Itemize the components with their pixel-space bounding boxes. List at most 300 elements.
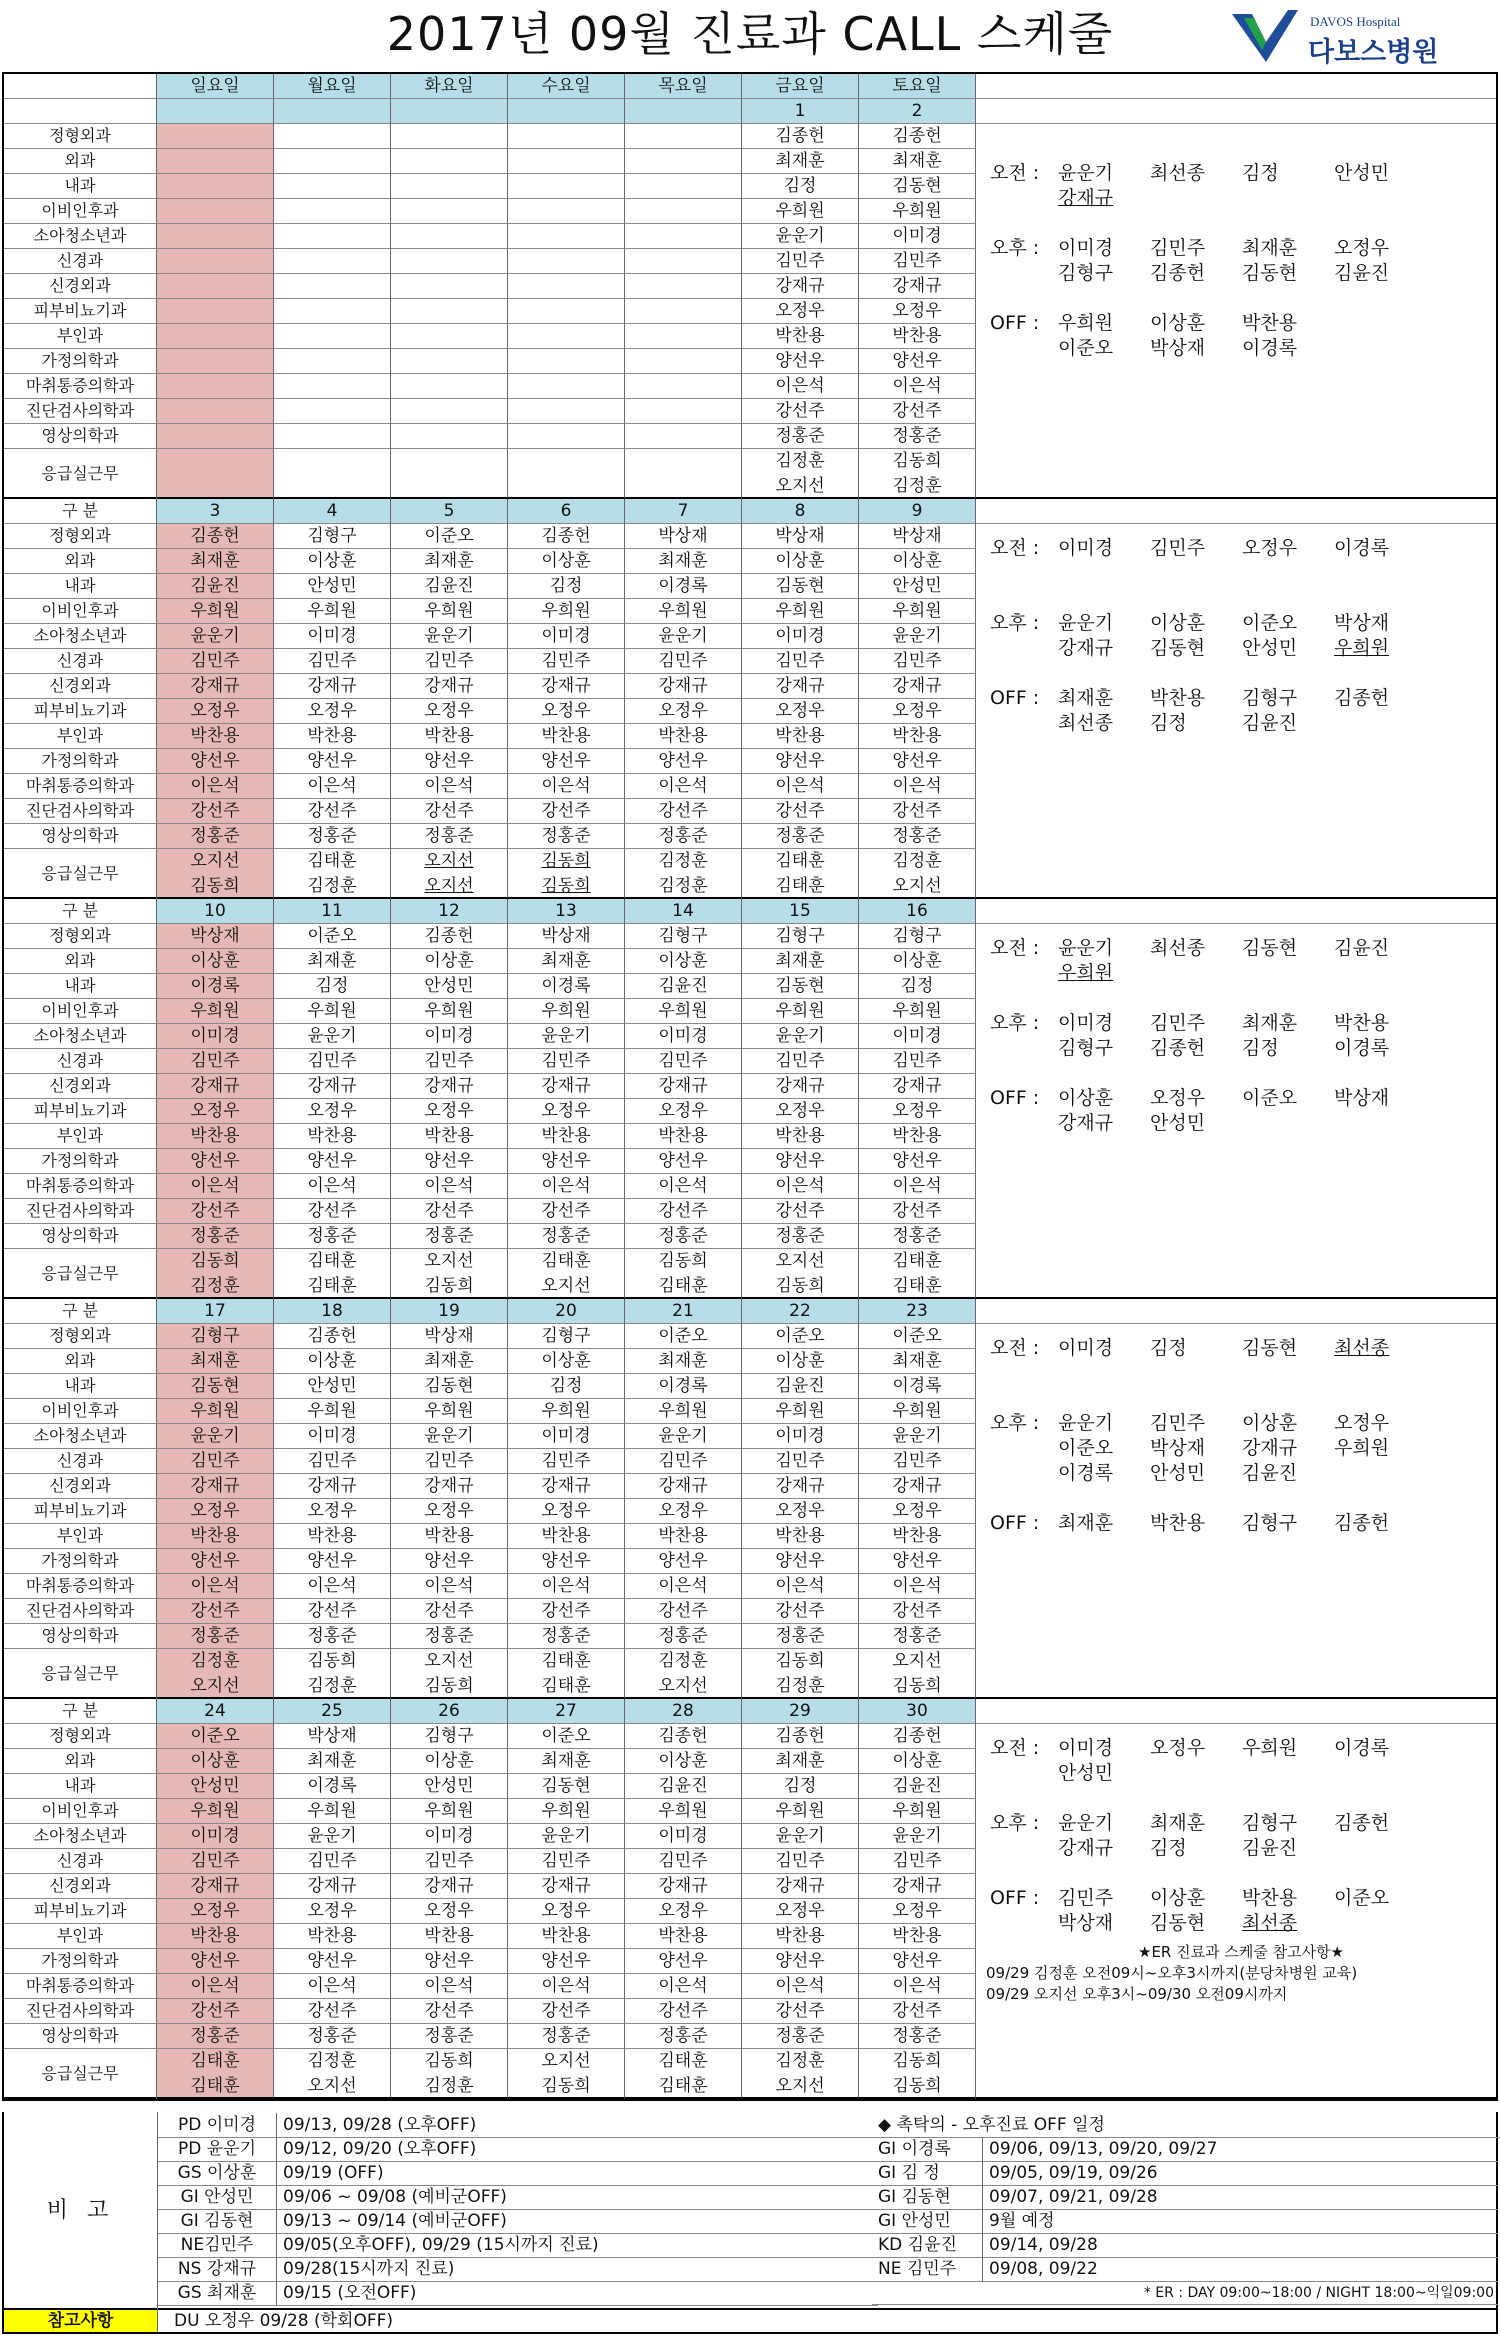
- department-label: 마취통증의학과: [4, 1574, 157, 1599]
- department-label: 이비인후과: [4, 999, 157, 1024]
- schedule-cell: 양선우: [742, 1549, 859, 1574]
- schedule-cell: 윤운기: [157, 1424, 274, 1449]
- remark-row: [158, 2257, 878, 2282]
- schedule-cell: [625, 349, 742, 374]
- schedule-cell: 오정우: [508, 699, 625, 724]
- remark-name: GI 김동현: [872, 2185, 983, 2209]
- department-row: [4, 1149, 1496, 1174]
- department-label: 신경과: [4, 1049, 157, 1074]
- notes-cell: [976, 799, 1496, 824]
- er-cell: 김태훈: [274, 849, 391, 899]
- schedule-cell: 강선주: [391, 799, 508, 824]
- er-cell: 김정훈: [157, 1274, 274, 1299]
- staff-name: 우희원: [1334, 1437, 1390, 1459]
- date-cell: 12: [391, 899, 508, 924]
- er-row: [4, 1649, 1496, 1683]
- staff-panel: [982, 536, 1500, 736]
- schedule-cell: 강선주: [625, 1999, 742, 2024]
- off-shift-label: [982, 711, 1058, 736]
- date-cell: 6: [508, 499, 625, 524]
- department-label: 영상의학과: [4, 824, 157, 849]
- schedule-cell: 우희원: [391, 599, 508, 624]
- schedule-cell: [391, 274, 508, 299]
- schedule-cell: 오정우: [391, 1099, 508, 1124]
- schedule-cell: 이은석: [391, 1174, 508, 1199]
- schedule-cell: 오정우: [391, 699, 508, 724]
- schedule-cell: 오정우: [625, 1099, 742, 1124]
- date-cell: 13: [508, 899, 625, 924]
- schedule-cell: 박찬용: [274, 1924, 391, 1949]
- schedule-cell: 강선주: [742, 399, 859, 424]
- schedule-cell: 박상재: [742, 524, 859, 549]
- schedule-cell: [274, 399, 391, 424]
- reference-section: [2, 2310, 1498, 2334]
- pm-shift-row: [982, 1036, 1500, 1061]
- department-label: 진단검사의학과: [4, 799, 157, 824]
- er-cell: 김태훈: [274, 1249, 391, 1299]
- staff-name: 박상재: [1334, 612, 1390, 634]
- schedule-cell: 이은석: [625, 1974, 742, 1999]
- date-cell: 23: [859, 1299, 976, 1324]
- schedule-cell: 강선주: [508, 1999, 625, 2024]
- date-cell: 15: [742, 899, 859, 924]
- staff-name: 우희원: [1334, 637, 1390, 659]
- department-label: 이비인후과: [4, 599, 157, 624]
- staff-name: 김정: [1150, 712, 1187, 734]
- schedule-cell: [157, 224, 274, 249]
- schedule-cell: 김종헌: [508, 524, 625, 549]
- schedule-cell: 이상훈: [391, 1749, 508, 1774]
- pm-shift-label: 오후 :: [990, 1412, 1040, 1434]
- pm-shift-row: [982, 1011, 1500, 1036]
- er-cell: 김태훈: [625, 1274, 742, 1299]
- schedule-cell: 박찬용: [508, 1524, 625, 1549]
- schedule-cell: 우희원: [157, 1399, 274, 1424]
- er-notes-title: ★ER 진료과 스케줄 참고사항★: [1138, 1943, 1344, 1961]
- schedule-cell: 우희원: [859, 599, 976, 624]
- schedule-cell: 윤운기: [391, 624, 508, 649]
- staff-name: 김종헌: [1334, 1512, 1390, 1534]
- staff-name: 김정: [1150, 1837, 1187, 1859]
- schedule-cell: 오정우: [625, 699, 742, 724]
- er-cell: [391, 474, 508, 499]
- er-cell: 김태훈: [625, 2049, 742, 2099]
- staff-name: 최재훈: [1242, 237, 1298, 259]
- staff-name: 오정우: [1242, 537, 1298, 559]
- department-row: [4, 774, 1496, 799]
- date-row: [4, 99, 1496, 124]
- notes-cell: [976, 399, 1496, 424]
- gubun-label: 구 분: [4, 1699, 157, 1724]
- department-row: [4, 424, 1496, 449]
- notes-cell: [976, 1624, 1496, 1649]
- schedule-cell: 우희원: [508, 999, 625, 1024]
- staff-name: 강재규: [1058, 187, 1114, 209]
- schedule-cell: 강선주: [157, 1199, 274, 1224]
- schedule-cell: 우희원: [625, 1399, 742, 1424]
- schedule-cell: 최재훈: [625, 1349, 742, 1374]
- remarks-section: [2, 2112, 1498, 2310]
- schedule-cell: 이준오: [274, 924, 391, 949]
- schedule-cell: [508, 424, 625, 449]
- schedule-cell: 강선주: [274, 799, 391, 824]
- schedule-cell: 박찬용: [391, 1924, 508, 1949]
- er-cell: [508, 474, 625, 499]
- date-row: [4, 1699, 1496, 1724]
- schedule-cell: 오정우: [742, 699, 859, 724]
- schedule-cell: 강재규: [508, 674, 625, 699]
- schedule-cell: 오정우: [274, 1899, 391, 1924]
- schedule-cell: 강재규: [859, 1874, 976, 1899]
- schedule-cell: 오정우: [157, 1099, 274, 1124]
- schedule-cell: 강선주: [859, 1199, 976, 1224]
- staff-name: 강재규: [1058, 1837, 1114, 1859]
- staff-name: 김형구: [1058, 1037, 1114, 1059]
- schedule-cell: 김민주: [508, 1849, 625, 1874]
- schedule-cell: 김윤진: [625, 1774, 742, 1799]
- department-label: 피부비뇨기과: [4, 699, 157, 724]
- department-label: 신경외과: [4, 674, 157, 699]
- schedule-cell: 이은석: [625, 1574, 742, 1599]
- week-block: [4, 899, 1496, 1299]
- department-label: 영상의학과: [4, 424, 157, 449]
- schedule-cell: [274, 124, 391, 149]
- schedule-cell: 강선주: [391, 1999, 508, 2024]
- schedule-cell: 정홍준: [859, 2024, 976, 2049]
- schedule-cell: 김종헌: [157, 524, 274, 549]
- schedule-cell: 우희원: [625, 999, 742, 1024]
- schedule-cell: 우희원: [625, 1799, 742, 1824]
- er-cell: 김정훈: [391, 2074, 508, 2099]
- schedule-cell: 강선주: [742, 1999, 859, 2024]
- schedule-cell: 우희원: [742, 599, 859, 624]
- staff-name: 김형구: [1242, 1512, 1298, 1534]
- schedule-cell: 박찬용: [391, 1124, 508, 1149]
- staff-name: 오정우: [1334, 1412, 1390, 1434]
- schedule-cell: 강재규: [274, 1874, 391, 1899]
- schedule-cell: 김종헌: [625, 1724, 742, 1749]
- schedule-cell: 정홍준: [391, 2024, 508, 2049]
- schedule-cell: 정홍준: [625, 1624, 742, 1649]
- staff-name: 김종헌: [1150, 1037, 1206, 1059]
- schedule-cell: 강선주: [742, 1199, 859, 1224]
- schedule-cell: 김동현: [742, 574, 859, 599]
- schedule-cell: 정홍준: [391, 824, 508, 849]
- schedule-cell: 윤운기: [859, 1424, 976, 1449]
- schedule-cell: 이은석: [157, 1174, 274, 1199]
- schedule-cell: 김형구: [508, 1324, 625, 1349]
- schedule-cell: 정홍준: [742, 824, 859, 849]
- staff-name: 김민주: [1150, 537, 1206, 559]
- schedule-cell: 이준오: [742, 1324, 859, 1349]
- date-cell: 11: [274, 899, 391, 924]
- am-shift-row: [982, 1761, 1500, 1786]
- department-label: 마취통증의학과: [4, 374, 157, 399]
- schedule-cell: 김정: [508, 574, 625, 599]
- schedule-cell: 양선우: [625, 749, 742, 774]
- notes-spacer: [976, 99, 1496, 124]
- schedule-cell: 박찬용: [274, 1524, 391, 1549]
- er-cell: 김태훈: [274, 1274, 391, 1299]
- gubun-label: 구 분: [4, 1299, 157, 1324]
- staff-name: 김정: [1242, 162, 1279, 184]
- date-cell: 22: [742, 1299, 859, 1324]
- er-cell: 김동희: [859, 449, 976, 499]
- notes-cell: [976, 1149, 1496, 1174]
- panel-gap: [982, 1361, 1500, 1386]
- schedule-cell: 정홍준: [742, 424, 859, 449]
- department-label: 외과: [4, 1749, 157, 1774]
- schedule-cell: 김정: [859, 974, 976, 999]
- schedule-cell: 이미경: [625, 1824, 742, 1849]
- department-label: 부인과: [4, 1124, 157, 1149]
- schedule-cell: 김동현: [508, 1774, 625, 1799]
- schedule-cell: 최재훈: [742, 149, 859, 174]
- department-row: [4, 1574, 1496, 1599]
- schedule-cell: 강선주: [274, 1199, 391, 1224]
- pm-shift-label: [982, 1036, 1058, 1061]
- schedule-cell: 이미경: [859, 224, 976, 249]
- schedule-cell: 강재규: [508, 1474, 625, 1499]
- er-cell: 김동희: [742, 1649, 859, 1699]
- er-row: [4, 1674, 1496, 1699]
- schedule-cell: 김민주: [274, 1049, 391, 1074]
- department-row: [4, 1549, 1496, 1574]
- schedule-cell: 안성민: [391, 1774, 508, 1799]
- schedule-cell: 정홍준: [508, 2024, 625, 2049]
- schedule-cell: 김민주: [508, 649, 625, 674]
- schedule-cell: 정홍준: [742, 1224, 859, 1249]
- schedule-cell: 김형구: [274, 524, 391, 549]
- schedule-cell: 박찬용: [742, 724, 859, 749]
- am-shift-row: [982, 1736, 1500, 1761]
- schedule-cell: 강재규: [625, 674, 742, 699]
- schedule-cell: [157, 174, 274, 199]
- schedule-cell: 이은석: [859, 1174, 976, 1199]
- notes-cell: [976, 124, 1496, 149]
- schedule-cell: 안성민: [859, 574, 976, 599]
- schedule-cell: [157, 349, 274, 374]
- date-cell: 28: [625, 1699, 742, 1724]
- schedule-cell: 정홍준: [859, 1624, 976, 1649]
- er-cell: 김정훈: [742, 1674, 859, 1699]
- schedule-cell: 박찬용: [625, 1524, 742, 1549]
- schedule-cell: 김동현: [157, 1374, 274, 1399]
- schedule-cell: 우희원: [274, 999, 391, 1024]
- schedule-cell: 정홍준: [742, 1624, 859, 1649]
- schedule-cell: [157, 374, 274, 399]
- schedule-cell: 이미경: [625, 1024, 742, 1049]
- staff-name: 최선종: [1242, 1912, 1298, 1934]
- schedule-cell: 박찬용: [157, 1924, 274, 1949]
- schedule-cell: 윤운기: [859, 1824, 976, 1849]
- schedule-cell: 박찬용: [391, 1524, 508, 1549]
- remarks-label: 비 고: [4, 2112, 158, 2310]
- schedule-cell: 강선주: [859, 1599, 976, 1624]
- er-cell: 김태훈: [625, 2074, 742, 2099]
- date-cell: [625, 99, 742, 124]
- department-label: 내과: [4, 1774, 157, 1799]
- er-cell: 김태훈: [859, 1274, 976, 1299]
- department-label: 외과: [4, 1349, 157, 1374]
- department-label: 부인과: [4, 324, 157, 349]
- staff-name: 이상훈: [1150, 1887, 1206, 1909]
- er-label: 응급실근무: [4, 1249, 157, 1299]
- schedule-cell: 우희원: [157, 999, 274, 1024]
- off-shift-row: [982, 1911, 1500, 1936]
- schedule-cell: [157, 199, 274, 224]
- remark-text: 09/14, 09/28: [989, 2235, 1098, 2255]
- department-label: 이비인후과: [4, 199, 157, 224]
- schedule-cell: [391, 149, 508, 174]
- schedule-cell: 이미경: [157, 1024, 274, 1049]
- date-cell: 27: [508, 1699, 625, 1724]
- schedule-cell: 김형구: [625, 924, 742, 949]
- schedule-cell: 이준오: [391, 524, 508, 549]
- er-cell: 김동희: [859, 2074, 976, 2099]
- schedule-cell: 안성민: [157, 1774, 274, 1799]
- remark-name: GS 최재훈: [158, 2281, 277, 2305]
- staff-name: 최선종: [1058, 712, 1114, 734]
- remark-name: GI 이경록: [872, 2137, 983, 2161]
- staff-name: 박상재: [1150, 337, 1206, 359]
- schedule-cell: 강선주: [157, 1599, 274, 1624]
- schedule-cell: 이상훈: [859, 949, 976, 974]
- department-label: 피부비뇨기과: [4, 299, 157, 324]
- schedule-cell: 박찬용: [391, 724, 508, 749]
- day-header-row: [4, 74, 1496, 99]
- remarks-right-title: ◆ 촉탁의 - 오후진료 OFF 일정: [872, 2113, 1500, 2138]
- schedule-cell: 강선주: [859, 1999, 976, 2024]
- er-row: [4, 1274, 1496, 1299]
- schedule-cell: 강재규: [157, 674, 274, 699]
- schedule-cell: 박찬용: [859, 1524, 976, 1549]
- pm-shift-label: [982, 636, 1058, 661]
- schedule-cell: 양선우: [274, 1549, 391, 1574]
- schedule-cell: 강재규: [391, 1074, 508, 1099]
- notes-spacer: [976, 1299, 1496, 1324]
- schedule-cell: 양선우: [391, 1149, 508, 1174]
- schedule-cell: [391, 199, 508, 224]
- staff-name: 오정우: [1150, 1737, 1206, 1759]
- off-shift-row: [982, 1511, 1500, 1536]
- schedule-cell: 이은석: [274, 1174, 391, 1199]
- schedule-cell: 김형구: [391, 1724, 508, 1749]
- schedule-cell: 강재규: [274, 1474, 391, 1499]
- schedule-cell: [274, 324, 391, 349]
- call-schedule-table: [2, 72, 1498, 2101]
- er-cell: 김정훈: [625, 874, 742, 899]
- schedule-cell: [391, 424, 508, 449]
- schedule-cell: 양선우: [508, 1149, 625, 1174]
- schedule-cell: [625, 249, 742, 274]
- staff-name: 박상재: [1334, 1087, 1390, 1109]
- er-notes-line: 09/29 오지선 오후3시~09/30 오전09시까지: [986, 1985, 1288, 2003]
- er-cell: 김동희: [391, 1274, 508, 1299]
- schedule-cell: [391, 224, 508, 249]
- notes-cell: [976, 874, 1496, 899]
- day-header: 월요일: [274, 74, 391, 99]
- schedule-cell: 정홍준: [625, 1224, 742, 1249]
- schedule-cell: 김민주: [274, 649, 391, 674]
- er-label: 응급실근무: [4, 849, 157, 899]
- schedule-cell: 김종헌: [859, 124, 976, 149]
- schedule-cell: [508, 299, 625, 324]
- schedule-cell: [274, 199, 391, 224]
- schedule-cell: 박찬용: [625, 1124, 742, 1149]
- department-row: [4, 374, 1496, 399]
- schedule-cell: [157, 324, 274, 349]
- er-cell: 김정훈: [625, 849, 742, 899]
- schedule-cell: 최재훈: [157, 1349, 274, 1374]
- day-header: 수요일: [508, 74, 625, 99]
- schedule-cell: [274, 424, 391, 449]
- schedule-cell: [157, 399, 274, 424]
- schedule-cell: 오정우: [274, 1499, 391, 1524]
- schedule-cell: [391, 324, 508, 349]
- remark-row: [872, 2209, 1498, 2234]
- schedule-cell: 이상훈: [625, 949, 742, 974]
- staff-name: 김윤진: [1334, 262, 1390, 284]
- schedule-cell: [157, 124, 274, 149]
- staff-name: 오정우: [1334, 237, 1390, 259]
- department-label: 진단검사의학과: [4, 1999, 157, 2024]
- schedule-cell: 박찬용: [508, 1924, 625, 1949]
- department-label: 가정의학과: [4, 1149, 157, 1174]
- schedule-cell: 박상재: [859, 524, 976, 549]
- staff-name: 김윤진: [1242, 1837, 1298, 1859]
- notes-spacer: [976, 899, 1496, 924]
- schedule-cell: 박찬용: [859, 1124, 976, 1149]
- off-shift-row: [982, 336, 1500, 361]
- schedule-cell: 최재훈: [274, 949, 391, 974]
- schedule-cell: 이은석: [508, 774, 625, 799]
- er-label: 응급실근무: [4, 2049, 157, 2099]
- schedule-cell: 양선우: [157, 1149, 274, 1174]
- am-shift-label: [982, 1761, 1058, 1786]
- staff-name: 이상훈: [1150, 312, 1206, 334]
- schedule-cell: 김민주: [274, 1849, 391, 1874]
- schedule-cell: 강선주: [391, 1199, 508, 1224]
- pm-shift-row: [982, 611, 1500, 636]
- schedule-cell: 윤운기: [742, 224, 859, 249]
- staff-name: 최선종: [1334, 1337, 1390, 1359]
- schedule-cell: 이준오: [157, 1724, 274, 1749]
- schedule-cell: 정홍준: [157, 1224, 274, 1249]
- schedule-cell: 정홍준: [859, 824, 976, 849]
- remark-name: NE김민주: [158, 2233, 277, 2257]
- schedule-cell: [274, 174, 391, 199]
- staff-name: 박찬용: [1334, 1012, 1390, 1034]
- staff-name: 김동현: [1150, 1912, 1206, 1934]
- schedule-cell: 오정우: [508, 1499, 625, 1524]
- schedule-cell: 최재훈: [625, 549, 742, 574]
- remark-name: PD 이미경: [158, 2113, 277, 2137]
- schedule-cell: 김민주: [742, 649, 859, 674]
- pm-shift-row: [982, 261, 1500, 286]
- schedule-cell: 이은석: [508, 1574, 625, 1599]
- schedule-cell: 이은석: [274, 774, 391, 799]
- schedule-cell: 강선주: [274, 1999, 391, 2024]
- schedule-cell: 이은석: [625, 1174, 742, 1199]
- schedule-cell: 우희원: [157, 1799, 274, 1824]
- schedule-cell: 안성민: [274, 1374, 391, 1399]
- pm-shift-row: [982, 1836, 1500, 1861]
- date-cell: 30: [859, 1699, 976, 1724]
- department-label: 외과: [4, 949, 157, 974]
- er-cell: 오지선: [625, 1674, 742, 1699]
- schedule-cell: 정홍준: [508, 1624, 625, 1649]
